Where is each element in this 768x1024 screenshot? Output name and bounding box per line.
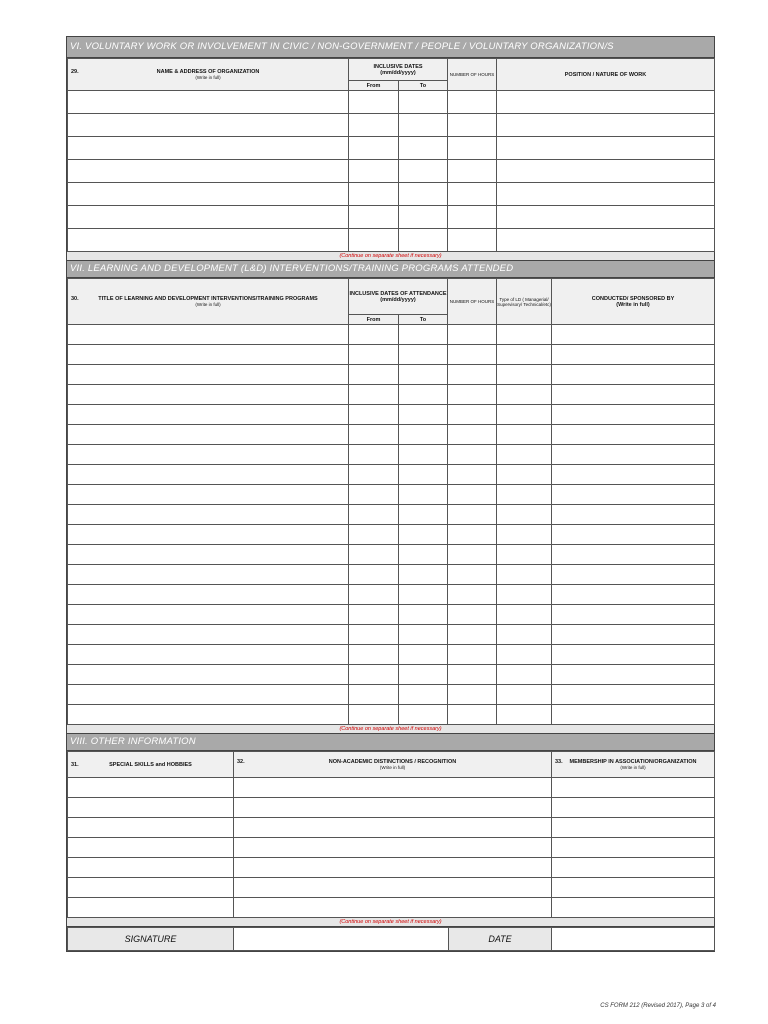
ld-row — [68, 385, 715, 405]
voluntary-row — [68, 137, 715, 160]
ld-to-cell[interactable] — [399, 385, 448, 405]
ld-row — [68, 365, 715, 385]
ld-title-cell[interactable] — [68, 385, 349, 405]
voluntary-org-name-cell[interactable] — [68, 114, 349, 137]
ld-hours-cell[interactable] — [448, 325, 497, 345]
ld-to-cell[interactable] — [399, 685, 448, 705]
ld-to-header: To — [399, 315, 448, 325]
item-29-number: 29. — [71, 69, 79, 75]
ld-from-cell[interactable] — [349, 685, 399, 705]
voluntary-hours-cell[interactable] — [448, 137, 497, 160]
other-membership-cell[interactable] — [552, 798, 715, 818]
other-skills-cell[interactable] — [68, 798, 234, 818]
ld-type-header: Type of LD ( Managerial/ Supervisory/ Technical/etc) — [497, 279, 552, 325]
ld-type-cell[interactable] — [497, 705, 552, 725]
ld-from-cell[interactable] — [349, 465, 399, 485]
ld-to-cell[interactable] — [399, 485, 448, 505]
skills-header — [68, 752, 234, 778]
voluntary-from-cell[interactable] — [349, 160, 399, 183]
voluntary-position-cell[interactable] — [497, 91, 715, 114]
ld-hours-cell[interactable] — [448, 345, 497, 365]
ld-hours-cell[interactable] — [448, 485, 497, 505]
other-row — [68, 858, 715, 878]
voluntary-row — [68, 91, 715, 114]
ld-conducted-cell[interactable] — [552, 385, 715, 405]
ld-type-cell[interactable] — [497, 585, 552, 605]
item-31-number: 31. — [71, 761, 79, 768]
other-information-table — [67, 751, 715, 918]
voluntary-org-name-cell[interactable] — [68, 206, 349, 229]
ld-hours-cell[interactable] — [448, 425, 497, 445]
ld-hours-cell[interactable] — [448, 365, 497, 385]
ld-title-cell[interactable] — [68, 425, 349, 445]
ld-to-cell[interactable] — [399, 665, 448, 685]
ld-to-cell[interactable] — [399, 525, 448, 545]
voluntary-hours-cell[interactable] — [448, 206, 497, 229]
ld-row — [68, 625, 715, 645]
ld-title-cell[interactable] — [68, 485, 349, 505]
item-33-number: 33. — [555, 759, 563, 765]
dates-sub: (mm/dd/yyyy) — [380, 69, 416, 76]
ld-from-cell[interactable] — [349, 345, 399, 365]
distinctions-sub: (Write in full) — [379, 765, 406, 770]
ld-title-cell[interactable] — [68, 565, 349, 585]
ld-conducted-cell[interactable] — [552, 525, 715, 545]
ld-type-cell[interactable] — [497, 545, 552, 565]
conducted-sub: (Write in full) — [616, 301, 650, 308]
ld-conducted-cell[interactable] — [552, 505, 715, 525]
ld-row — [68, 545, 715, 565]
voluntary-hours-cell[interactable] — [448, 91, 497, 114]
ld-title-cell[interactable] — [68, 405, 349, 425]
ld-to-cell[interactable] — [399, 405, 448, 425]
other-row — [68, 818, 715, 838]
learning-development-rows — [68, 325, 715, 725]
ld-title-cell[interactable] — [68, 585, 349, 605]
voluntary-work-table — [67, 58, 715, 252]
ld-type-cell[interactable] — [497, 665, 552, 685]
ld-type-cell[interactable] — [497, 345, 552, 365]
ld-from-cell[interactable] — [349, 625, 399, 645]
ld-row — [68, 605, 715, 625]
other-row — [68, 778, 715, 798]
other-information-rows — [68, 778, 715, 918]
ld-from-cell[interactable] — [349, 585, 399, 605]
ld-from-cell[interactable] — [349, 645, 399, 665]
other-distinctions-cell[interactable] — [234, 798, 552, 818]
voluntary-hours-cell[interactable] — [448, 229, 497, 252]
other-membership-cell[interactable] — [552, 838, 715, 858]
other-membership-cell[interactable] — [552, 898, 715, 918]
ld-hours-cell[interactable] — [448, 405, 497, 425]
voluntary-hours-cell[interactable] — [448, 160, 497, 183]
ld-conducted-cell[interactable] — [552, 705, 715, 725]
ld-title-cell[interactable] — [68, 445, 349, 465]
ld-from-cell[interactable] — [349, 325, 399, 345]
ld-conducted-cell[interactable] — [552, 645, 715, 665]
ld-hours-cell[interactable] — [448, 445, 497, 465]
ld-title-cell[interactable] — [68, 365, 349, 385]
ld-from-cell[interactable] — [349, 565, 399, 585]
other-membership-cell[interactable] — [552, 778, 715, 798]
voluntary-org-name-cell[interactable] — [68, 137, 349, 160]
ld-hours-cell[interactable] — [448, 465, 497, 485]
ld-from-cell[interactable] — [349, 605, 399, 625]
ld-from-cell[interactable] — [349, 505, 399, 525]
ld-title-cell[interactable] — [68, 525, 349, 545]
voluntary-work-rows — [68, 91, 715, 252]
skills-label: SPECIAL SKILLS and HOBBIES — [109, 761, 192, 768]
other-distinctions-cell[interactable] — [234, 778, 552, 798]
voluntary-to-cell[interactable] — [399, 114, 448, 137]
ld-title-cell[interactable] — [68, 665, 349, 685]
ld-to-cell[interactable] — [399, 705, 448, 725]
ld-hours-cell[interactable] — [448, 625, 497, 645]
distinctions-header — [234, 752, 552, 778]
distinctions-label: NON-ACADEMIC DISTINCTIONS / RECOGNITION — [328, 759, 457, 765]
ld-conducted-cell[interactable] — [552, 665, 715, 685]
voluntary-from-cell[interactable] — [349, 183, 399, 206]
ld-title-label: TITLE OF LEARNING AND DEVELOPMENT INTERVENTIONS/TRAINING PROGRAMS — [98, 296, 318, 302]
ld-from-cell[interactable] — [349, 665, 399, 685]
continue-note-vii: (Continue on separate sheet if necessary) — [67, 725, 714, 734]
other-distinctions-cell[interactable] — [234, 818, 552, 838]
signature-table — [67, 927, 715, 951]
ld-to-cell[interactable] — [399, 545, 448, 565]
voluntary-hours-cell[interactable] — [448, 183, 497, 206]
section-vi-header: VI. VOLUNTARY WORK OR INVOLVEMENT IN CIVIC / NON-GOVERNMENT / PEOPLE / VOLUNTARY ORGANIZATION/S — [67, 37, 714, 58]
other-skills-cell[interactable] — [68, 818, 234, 838]
conducted-label: CONDUCTED/ SPONSORED BY — [591, 295, 675, 302]
voluntary-row — [68, 183, 715, 206]
continue-note-vi: (Continue on separate sheet if necessary) — [67, 252, 714, 261]
voluntary-position-cell[interactable] — [497, 206, 715, 229]
ld-conducted-cell[interactable] — [552, 585, 715, 605]
ld-conducted-cell[interactable] — [552, 425, 715, 445]
voluntary-from-cell[interactable] — [349, 137, 399, 160]
ld-to-cell[interactable] — [399, 445, 448, 465]
ld-title-cell[interactable] — [68, 705, 349, 725]
ld-hours-cell[interactable] — [448, 525, 497, 545]
voluntary-to-cell[interactable] — [399, 137, 448, 160]
voluntary-from-cell[interactable] — [349, 91, 399, 114]
ld-conducted-cell[interactable] — [552, 545, 715, 565]
ld-type-cell[interactable] — [497, 605, 552, 625]
ld-title-header — [68, 279, 349, 325]
learning-development-table — [67, 278, 715, 725]
ld-type-cell[interactable] — [497, 325, 552, 345]
continue-note-viii: (Continue on separate sheet if necessary) — [67, 918, 714, 927]
ld-from-cell[interactable] — [349, 405, 399, 425]
ld-type-cell[interactable] — [497, 625, 552, 645]
ld-hours-cell[interactable] — [448, 685, 497, 705]
item-32-number: 32. — [237, 759, 245, 765]
dates-label: INCLUSIVE DATES — [373, 63, 423, 70]
ld-dates-sub: (mm/dd/yyyy) — [380, 296, 416, 303]
ld-to-cell[interactable] — [399, 565, 448, 585]
ld-type-cell[interactable] — [497, 505, 552, 525]
date-label: DATE — [449, 928, 552, 951]
ld-conducted-cell[interactable] — [552, 365, 715, 385]
ld-type-cell[interactable] — [497, 645, 552, 665]
hours-header: NUMBER OF HOURS — [448, 59, 497, 91]
other-row — [68, 798, 715, 818]
ld-conducted-cell[interactable] — [552, 325, 715, 345]
other-distinctions-cell[interactable] — [234, 898, 552, 918]
other-distinctions-cell[interactable] — [234, 838, 552, 858]
voluntary-position-cell[interactable] — [497, 160, 715, 183]
ld-row — [68, 525, 715, 545]
membership-header — [552, 752, 715, 778]
other-distinctions-cell[interactable] — [234, 858, 552, 878]
ld-type-cell[interactable] — [497, 565, 552, 585]
ld-to-cell[interactable] — [399, 465, 448, 485]
ld-from-cell[interactable] — [349, 365, 399, 385]
other-membership-cell[interactable] — [552, 858, 715, 878]
section-vii-header: VII. LEARNING AND DEVELOPMENT (L&D) INTERVENTIONS/TRAINING PROGRAMS ATTENDED — [67, 261, 714, 278]
ld-type-cell[interactable] — [497, 365, 552, 385]
ld-hours-cell[interactable] — [448, 385, 497, 405]
voluntary-to-cell[interactable] — [399, 160, 448, 183]
voluntary-org-name-cell[interactable] — [68, 160, 349, 183]
pds-form-page — [66, 36, 715, 952]
ld-row — [68, 325, 715, 345]
ld-to-cell[interactable] — [399, 605, 448, 625]
ld-from-cell[interactable] — [349, 705, 399, 725]
ld-title-cell[interactable] — [68, 505, 349, 525]
ld-title-cell[interactable] — [68, 465, 349, 485]
other-row — [68, 898, 715, 918]
ld-title-cell[interactable] — [68, 685, 349, 705]
ld-to-cell[interactable] — [399, 625, 448, 645]
ld-title-cell[interactable] — [68, 345, 349, 365]
voluntary-from-cell[interactable] — [349, 206, 399, 229]
ld-title-cell[interactable] — [68, 545, 349, 565]
voluntary-row — [68, 206, 715, 229]
ld-to-cell[interactable] — [399, 365, 448, 385]
other-skills-cell[interactable] — [68, 858, 234, 878]
ld-type-cell[interactable] — [497, 445, 552, 465]
ld-conducted-cell[interactable] — [552, 605, 715, 625]
voluntary-position-cell[interactable] — [497, 114, 715, 137]
ld-hours-header: NUMBER OF HOURS — [448, 279, 497, 325]
other-skills-cell[interactable] — [68, 778, 234, 798]
ld-title-sub: (Write in full) — [195, 302, 221, 307]
date-field[interactable] — [552, 928, 715, 951]
ld-title-cell[interactable] — [68, 325, 349, 345]
voluntary-row — [68, 160, 715, 183]
ld-from-cell[interactable] — [349, 545, 399, 565]
ld-row — [68, 425, 715, 445]
ld-type-cell[interactable] — [497, 405, 552, 425]
ld-row — [68, 685, 715, 705]
voluntary-from-cell[interactable] — [349, 114, 399, 137]
ld-type-cell[interactable] — [497, 685, 552, 705]
other-membership-cell[interactable] — [552, 878, 715, 898]
section-viii-header: VIII. OTHER INFORMATION — [67, 734, 714, 751]
voluntary-to-cell[interactable] — [399, 229, 448, 252]
dates-header — [349, 59, 448, 81]
ld-row — [68, 345, 715, 365]
other-row — [68, 838, 715, 858]
ld-to-cell[interactable] — [399, 345, 448, 365]
from-header: From — [349, 81, 399, 91]
ld-row — [68, 405, 715, 425]
ld-row — [68, 705, 715, 725]
voluntary-position-cell[interactable] — [497, 229, 715, 252]
ld-title-cell[interactable] — [68, 645, 349, 665]
voluntary-org-name-cell[interactable] — [68, 91, 349, 114]
membership-label: MEMBERSHIP IN ASSOCIATION/ORGANIZATION — [569, 759, 697, 765]
ld-from-cell[interactable] — [349, 445, 399, 465]
ld-type-cell[interactable] — [497, 525, 552, 545]
ld-row — [68, 645, 715, 665]
ld-row — [68, 505, 715, 525]
ld-conducted-cell[interactable] — [552, 405, 715, 425]
ld-type-cell[interactable] — [497, 425, 552, 445]
ld-conducted-cell[interactable] — [552, 565, 715, 585]
ld-hours-cell[interactable] — [448, 585, 497, 605]
signature-label: SIGNATURE — [68, 928, 234, 951]
ld-conducted-cell[interactable] — [552, 465, 715, 485]
ld-row — [68, 445, 715, 465]
ld-row — [68, 465, 715, 485]
signature-field[interactable] — [234, 928, 449, 951]
ld-to-cell[interactable] — [399, 645, 448, 665]
to-header: To — [399, 81, 448, 91]
ld-hours-cell[interactable] — [448, 565, 497, 585]
other-distinctions-cell[interactable] — [234, 878, 552, 898]
ld-from-cell[interactable] — [349, 525, 399, 545]
other-skills-cell[interactable] — [68, 838, 234, 858]
ld-hours-cell[interactable] — [448, 705, 497, 725]
ld-row — [68, 665, 715, 685]
ld-row — [68, 585, 715, 605]
voluntary-position-cell[interactable] — [497, 137, 715, 160]
voluntary-row — [68, 114, 715, 137]
ld-title-cell[interactable] — [68, 625, 349, 645]
form-footer: CS FORM 212 (Revised 2017), Page 3 of 4 — [600, 1003, 716, 1009]
voluntary-to-cell[interactable] — [399, 206, 448, 229]
org-name-header — [68, 59, 349, 91]
position-header: POSITION / NATURE OF WORK — [497, 59, 715, 91]
voluntary-hours-cell[interactable] — [448, 114, 497, 137]
ld-to-cell[interactable] — [399, 425, 448, 445]
ld-hours-cell[interactable] — [448, 665, 497, 685]
voluntary-org-name-cell[interactable] — [68, 183, 349, 206]
ld-from-cell[interactable] — [349, 385, 399, 405]
ld-conducted-cell[interactable] — [552, 625, 715, 645]
voluntary-position-cell[interactable] — [497, 183, 715, 206]
org-name-label: NAME & ADDRESS OF ORGANIZATION — [156, 69, 260, 75]
ld-to-cell[interactable] — [399, 505, 448, 525]
ld-hours-cell[interactable] — [448, 545, 497, 565]
voluntary-org-name-cell[interactable] — [68, 229, 349, 252]
membership-sub: (Write in full) — [620, 765, 646, 770]
ld-to-cell[interactable] — [399, 585, 448, 605]
ld-conducted-cell[interactable] — [552, 685, 715, 705]
ld-row — [68, 565, 715, 585]
ld-title-cell[interactable] — [68, 605, 349, 625]
voluntary-row — [68, 229, 715, 252]
voluntary-from-cell[interactable] — [349, 229, 399, 252]
ld-to-cell[interactable] — [399, 325, 448, 345]
ld-dates-header — [349, 279, 448, 315]
ld-type-cell[interactable] — [497, 385, 552, 405]
ld-from-cell[interactable] — [349, 485, 399, 505]
other-membership-cell[interactable] — [552, 818, 715, 838]
item-30-number: 30. — [71, 296, 79, 302]
ld-from-cell[interactable] — [349, 425, 399, 445]
ld-conducted-cell[interactable] — [552, 485, 715, 505]
voluntary-to-cell[interactable] — [399, 91, 448, 114]
ld-hours-cell[interactable] — [448, 645, 497, 665]
ld-hours-cell[interactable] — [448, 505, 497, 525]
other-row — [68, 878, 715, 898]
ld-from-header: From — [349, 315, 399, 325]
ld-type-cell[interactable] — [497, 485, 552, 505]
ld-dates-label: INCLUSIVE DATES OF ATTENDANCE — [349, 290, 447, 297]
other-skills-cell[interactable] — [68, 878, 234, 898]
ld-hours-cell[interactable] — [448, 605, 497, 625]
ld-row — [68, 485, 715, 505]
ld-conducted-cell[interactable] — [552, 345, 715, 365]
ld-conducted-cell[interactable] — [552, 445, 715, 465]
conducted-by-header — [552, 279, 715, 325]
voluntary-to-cell[interactable] — [399, 183, 448, 206]
other-skills-cell[interactable] — [68, 898, 234, 918]
org-name-sub: (Write in full) — [195, 75, 221, 80]
ld-type-cell[interactable] — [497, 465, 552, 485]
